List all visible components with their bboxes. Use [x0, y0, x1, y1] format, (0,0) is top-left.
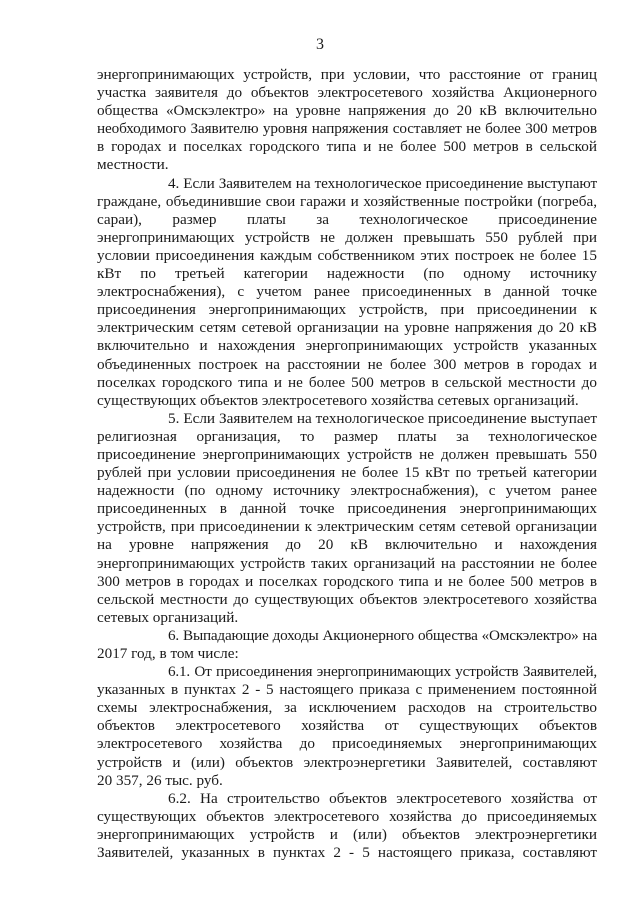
text-line: 20 357, 26 тыс. руб.: [97, 771, 223, 789]
text-line: устройств, при присоединении к электрическим сетям сетевой организации: [97, 518, 597, 536]
text-line: 300 метров в городах и поселках городского типа и не более 500 метров в: [97, 572, 597, 590]
text-line: 4. Если Заявителем на технологическое присоединение выступают: [168, 174, 597, 192]
text-line: на уровне напряжения до 20 кВ включительно и нахождения: [97, 536, 597, 554]
text-line: кВт по третьей категории надежности (по одному источнику: [97, 265, 597, 283]
text-line: объединенных построек на расстоянии не более 300 метров в городах и: [97, 355, 597, 373]
text-line: 2017 год, в том числе:: [97, 645, 239, 662]
text-line: энергопринимающих устройств не должен превышать 550 рублей при: [97, 228, 597, 246]
page-number: 3: [316, 36, 324, 53]
text-line: Заявителей, указанных в пунктах 2 - 5 настоящего приказа, составляют: [97, 844, 597, 862]
text-line: рублей при условии присоединения не более 15 кВт по третьей категории: [97, 464, 597, 482]
text-line: электрическим сетям сетевой организации на уровне напряжения до 20 кВ: [97, 319, 597, 337]
text-line: указанных в пунктах 2 - 5 настоящего приказа с применением постоянной: [97, 681, 597, 699]
text-line: условии присоединения каждым собственником этих построек не более 15: [97, 246, 597, 264]
text-line: религиозная организация, то размер платы за технологическое: [97, 427, 597, 445]
text-line: существующих объектов электросетевого хозяйства до присоединяемых: [97, 807, 597, 825]
text-line: энергопринимающих устройств, при условии, что расстояние от границ: [97, 66, 597, 83]
text-line: 5. Если Заявителем на технологическое присоединение выступает: [168, 409, 597, 427]
text-line: граждане, объединившие свои гаражи и хозяйственные постройки (погреба,: [97, 192, 597, 210]
text-line: схемы электроснабжения, за исключением расходов на строительство: [97, 699, 597, 717]
text-line: существующих объектов электросетевого хозяйства сетевых организаций.: [97, 391, 579, 409]
text-line: сараи), размер платы за технологическое присоединение: [97, 210, 597, 228]
text-line: электросетевого хозяйства до присоединяемых энергопринимающих: [97, 735, 597, 753]
document-body: [97, 66, 597, 862]
text-line: присоединения энергопринимающих устройств, при присоединении к: [97, 301, 597, 319]
text-line: местности.: [97, 156, 169, 174]
text-line: сетевых организаций.: [97, 608, 239, 626]
text-line: объектов электросетевого хозяйства от существующих объектов: [97, 717, 597, 735]
text-line: надежности (по одному источнику электроснабжения), с учетом ранее: [97, 482, 597, 500]
text-line: 6. Выпадающие доходы Акционерного общества «Омскэлектро» на: [168, 626, 597, 644]
text-line: участка заявителя до объектов электросетевого хозяйства Акционерного: [97, 84, 597, 102]
text-line: общества «Омскэлектро» на уровне напряжения до 20 кВ включительно: [97, 102, 597, 120]
text-line: включительно и нахождения энергопринимающих устройств указанных: [97, 337, 597, 355]
text-line: поселках городского типа и не более 500 метров в сельской местности до: [97, 373, 597, 391]
text-line: в городах и поселках городского типа и не более 500 метров в сельской: [97, 138, 597, 156]
text-line: присоединенных в данной точке присоединения энергопринимающих: [97, 500, 597, 518]
text-line: устройств и (или) объектов электроэнергетики Заявителей, составляют: [97, 753, 597, 771]
text-line: электроснабжения), с учетом ранее присоединенных в данной точке: [97, 283, 597, 301]
text-line: присоединение энергопринимающих устройств не должен превышать 550: [97, 445, 597, 463]
text-line: энергопринимающих устройств и (или) объектов электроэнергетики: [97, 825, 597, 843]
text-line: необходимого Заявителю уровня напряжения составляет не более 300 метров: [97, 120, 597, 138]
text-line: 6.1. От присоединения энергопринимающих устройств Заявителей,: [168, 663, 597, 681]
text-line: энергопринимающих устройств таких организаций на расстоянии не более: [97, 554, 597, 572]
text-line: сельской местности до существующих объектов электросетевого хозяйства: [97, 590, 597, 608]
text-line: 6.2. На строительство объектов электросетевого хозяйства от: [168, 789, 597, 807]
